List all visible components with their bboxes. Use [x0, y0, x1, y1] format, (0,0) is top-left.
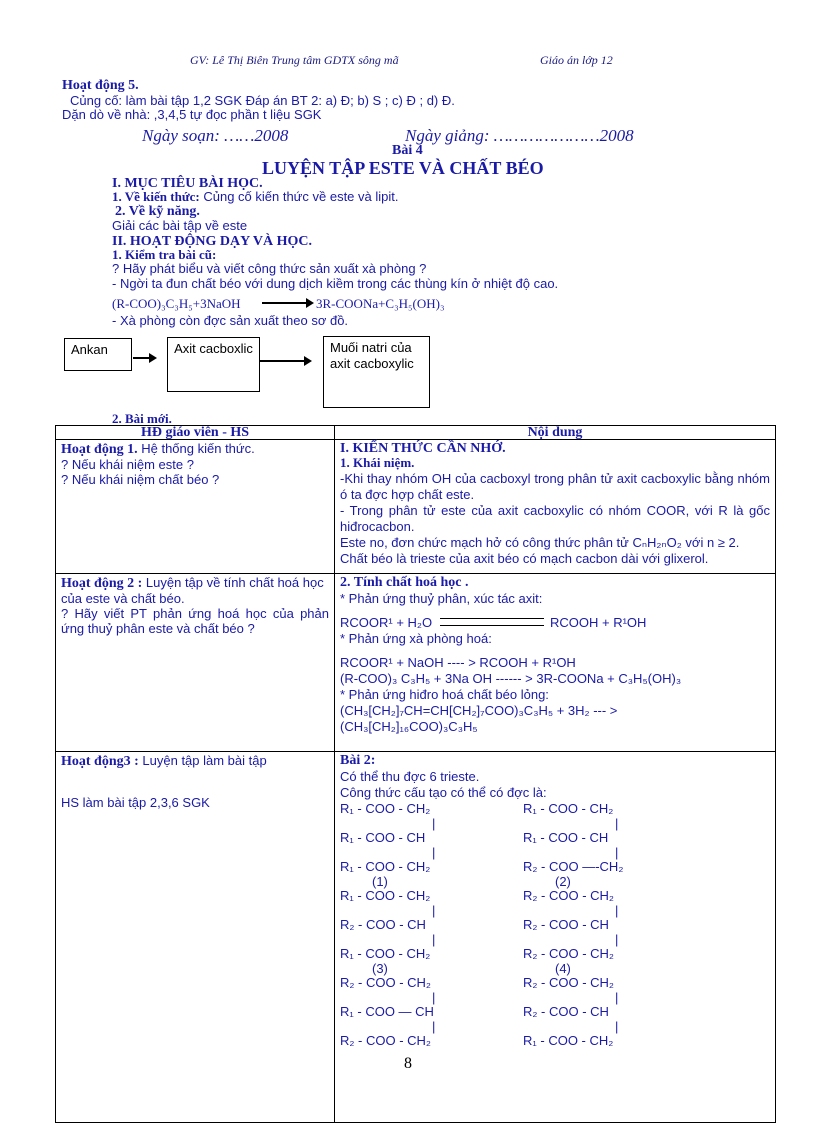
- col-teacher-header: HĐ giáo viên - HS: [56, 426, 335, 440]
- row2-l2a: RCOOR¹ + H₂O: [340, 615, 433, 630]
- row1-left-text: Hệ thống kiến thức.: [137, 441, 255, 456]
- ester-right-line: R₂ - COO - CH: [523, 1004, 609, 1019]
- ester-left-line: (1): [372, 873, 388, 889]
- soap-equation-right: 3R-COONa+C₃H₅(OH)₃: [316, 296, 445, 311]
- ester-left-line: |: [432, 902, 436, 918]
- ester-right-line: R₁ - COO - CH₂: [523, 801, 614, 816]
- lesson-title: LUYỆN TẬP ESTE VÀ CHẤT BÉO: [262, 158, 544, 178]
- ester-left-line: R₂ - COO - CH: [340, 917, 426, 932]
- ester-left-line: R₁ - COO - CH₂: [340, 888, 431, 903]
- row1-left-title-line: [61, 441, 329, 457]
- ester-right-line: (4): [555, 960, 571, 976]
- ester-left-line: |: [432, 1018, 436, 1034]
- row3-left-text: Luyện tập làm bài tập: [138, 753, 267, 768]
- ester-left-line: |: [432, 844, 436, 860]
- ester-structures: [340, 801, 770, 1121]
- flow-box-salt: Muối natri của axit cacboxylic: [323, 336, 430, 408]
- row2-left-text: Luyện tập về tính chất hoá học của este và chất béo.: [61, 575, 324, 606]
- header-left: GV: Lê Thị Biên Trung tâm GDTX sông mã: [190, 53, 399, 67]
- row1-right: [335, 440, 776, 574]
- row2-left-title: Hoạt động 2 :: [61, 576, 143, 591]
- ester-right-line: R₂ - COO - CH₂: [523, 888, 614, 903]
- flow-box-ankan: Ankan: [64, 338, 132, 371]
- answer-soap: - Ngời ta đun chất béo với dung dịch kiềm trong các thùng kín ở nhiệt độ cao.: [112, 276, 559, 291]
- homework-text: Dặn dò về nhà: ,3,4,5 tự đọc phần t liệu SGK: [62, 107, 322, 122]
- ester-right-line: R₂ - COO —-CH₂: [523, 859, 624, 874]
- ester-right-line: R₂ - COO - CH₂: [523, 975, 614, 990]
- new-lesson-label: 2. Bài mới.: [112, 411, 172, 426]
- row1-p3: Este no, đơn chức mạch hở có công thức phân tử CₙH₂ₙO₂ với n ≥ 2.: [340, 535, 740, 550]
- date-prepare: Ngày soạn: ……2008: [142, 126, 289, 145]
- ester-right-line: |: [615, 902, 619, 918]
- ester-right-line: (2): [555, 873, 571, 889]
- reversible-arrow: [440, 618, 544, 626]
- row1-p4: Chất béo là trieste của axit béo có mạch cacbon dài với glixerol.: [340, 551, 709, 566]
- row2-l7: (CH₃[CH₂]₇CH=CH[CH₂]₇COO)₃C₃H₅ + 3H₂ --- >: [340, 703, 618, 718]
- row1-right-sub: 1. Khái niệm.: [340, 455, 415, 470]
- date-teach: Ngày giảng: …………………2008: [405, 126, 634, 145]
- row2-right-sub: 2. Tính chất hoá học .: [340, 575, 469, 590]
- row1-p2: - Trong phân tử este của axit cacboxylic có nhóm COOR, với R là gốc hiđrocacbon.: [340, 503, 770, 534]
- row3-left-title: Hoạt động3 :: [61, 754, 139, 769]
- ester-left-line: R₁ - COO - CH₂: [340, 801, 431, 816]
- ester-left-line: |: [432, 815, 436, 831]
- row2-hydrolysis-eq: [340, 615, 770, 631]
- row3-left-title-line: [61, 753, 329, 769]
- header-right: Giáo án lớp 12: [540, 53, 613, 67]
- table-header-row: [56, 426, 776, 440]
- row2-left-title-line: [61, 575, 329, 606]
- ester-left-line: |: [432, 989, 436, 1005]
- row2-right: [335, 574, 776, 752]
- question-soap: ? Hãy phát biểu và viết công thức sản xuất xà phòng ?: [112, 261, 427, 276]
- row3-l1: Có thể thu đợc 6 trieste.: [340, 769, 480, 784]
- ester-right-line: |: [615, 989, 619, 1005]
- skill-text: Giải các bài tập về este: [112, 218, 248, 233]
- check-title: 1. Kiểm tra bài cũ:: [112, 247, 217, 262]
- page-number: 8: [404, 1055, 412, 1072]
- activity5-title: Hoạt động 5.: [62, 78, 139, 93]
- ester-right-line: |: [615, 1018, 619, 1034]
- row2-l5: (R-COO)₃ C₃H₅ + 3Na OH ------ > 3R-COONa + C₃H₅(OH)₃: [340, 671, 682, 686]
- col-content-header: Nội dung: [335, 426, 776, 440]
- row3-left-hw: HS làm bài tập 2,3,6 SGK: [61, 795, 210, 810]
- row1-p1: -Khi thay nhóm OH của cacboxyl trong phân tử axit cacboxylic bằng nhóm ó ta đợc hợp chất este.: [340, 471, 770, 502]
- row1-left-q2: ? Nếu khái niệm chất béo ?: [61, 472, 220, 487]
- soap-equation-left: (R-COO)₃C₃H₅+3NaOH: [112, 296, 241, 311]
- flow-arrow-2: [260, 360, 310, 362]
- ester-right-line: |: [615, 931, 619, 947]
- skill-label: 2. Về kỹ năng.: [115, 204, 200, 219]
- row2-l2b: RCOOH + R¹OH: [550, 615, 647, 630]
- row2-l6: * Phản ứng hiđro hoá chất béo lỏng:: [340, 687, 549, 702]
- equation-arrow: [262, 302, 312, 304]
- ester-right-line: R₂ - COO - CH₂: [523, 946, 614, 961]
- row3-l2: Công thức cấu tạo có thể có đợc là:: [340, 785, 547, 800]
- row1-left: [56, 440, 335, 574]
- row1-right-heading: I. KIẾN THỨC CẦN NHỚ.: [340, 441, 506, 456]
- lesson-table: [55, 425, 776, 1123]
- knowledge-label: 1. Về kiến thức:: [112, 189, 200, 204]
- table-row: [56, 440, 776, 574]
- ester-right-line: R₁ - COO - CH: [523, 830, 609, 845]
- ester-left-line: R₂ - COO - CH₂: [340, 1033, 431, 1048]
- row2-l1: * Phản ứng thuỷ phân, xúc tác axit:: [340, 591, 543, 606]
- ester-right-line: |: [615, 815, 619, 831]
- row1-left-title: Hoạt động 1.: [61, 442, 138, 457]
- flow-arrow-1: [133, 357, 155, 359]
- objectives-heading: I. MỤC TIÊU BÀI HỌC.: [112, 176, 263, 191]
- ester-left-line: R₁ - COO — CH: [340, 1004, 434, 1019]
- ester-left-line: (3): [372, 960, 388, 976]
- ester-right-line: R₁ - COO - CH₂: [523, 1033, 614, 1048]
- ester-left-line: |: [432, 931, 436, 947]
- row2-left: [56, 574, 335, 752]
- consolidate-text: Củng cố: làm bài tập 1,2 SGK Đáp án BT 2: a) Đ; b) S ; c) Đ ; d) Đ.: [70, 93, 455, 108]
- scheme-note: - Xà phòng còn đợc sản xuất theo sơ đồ.: [112, 313, 349, 328]
- ester-left-line: R₁ - COO - CH₂: [340, 946, 431, 961]
- table-row: [56, 574, 776, 752]
- flow-box-acid: Axit cacboxlic: [167, 337, 260, 392]
- row2-l8: (CH₃[CH₂]₁₆COO)₃C₃H₅: [340, 719, 478, 734]
- ester-left-line: R₂ - COO - CH₂: [340, 975, 431, 990]
- lesson-number: Bài 4: [392, 143, 423, 158]
- row2-l3: * Phản ứng xà phòng hoá:: [340, 631, 492, 646]
- knowledge-text: Củng cố kiến thức về este và lipit.: [199, 189, 399, 204]
- activities-heading: II. HOẠT ĐỘNG DẠY VÀ HỌC.: [112, 234, 313, 249]
- knowledge-line: [112, 189, 398, 205]
- ester-left-line: R₁ - COO - CH: [340, 830, 426, 845]
- row2-left-q: ? Hãy viết PT phản ứng hoá học của phản ứng thuỷ phân este và chất béo ?: [61, 606, 329, 636]
- ester-left-line: R₁ - COO - CH₂: [340, 859, 431, 874]
- ester-right-line: R₂ - COO - CH: [523, 917, 609, 932]
- ester-right-line: |: [615, 844, 619, 860]
- row1-left-q1: ? Nếu khái niệm este ?: [61, 457, 194, 472]
- row3-right-sub: Bài 2:: [340, 753, 376, 768]
- row2-l4: RCOOR¹ + NaOH ---- > RCOOH + R¹OH: [340, 655, 576, 670]
